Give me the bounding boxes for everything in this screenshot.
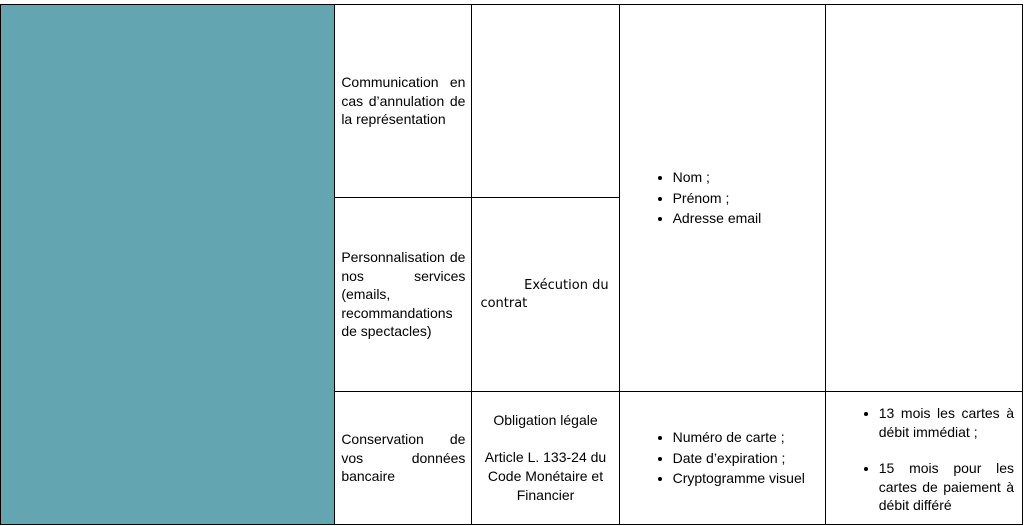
purpose-cell <box>335 198 472 392</box>
table-row <box>1 5 1023 198</box>
list-item: • 13 mois les cartes à débit immédiat ; <box>879 404 1014 441</box>
data-cell <box>619 5 825 392</box>
list-item: • Prénom ; <box>673 188 825 209</box>
data-list <box>620 167 825 229</box>
legal-basis-reference: Article L. 133-24 du Code Monétaire et Financier <box>484 449 607 503</box>
purpose-text: Communication en cas d’annulation de la représentation <box>341 74 466 128</box>
list-item: • Date d’expiration ; <box>673 448 825 469</box>
data-processing-table <box>0 4 1023 524</box>
retention-cell <box>825 392 1022 525</box>
legal-basis-line: Exécution du <box>524 277 609 293</box>
processing-table <box>0 4 1023 525</box>
list-item: • Numéro de carte ; <box>673 427 825 448</box>
retention-list <box>826 404 1022 515</box>
legal-basis-line: contrat <box>480 295 528 311</box>
category-cell <box>1 5 335 525</box>
legal-basis-cell-empty <box>472 5 619 198</box>
retention-cell-empty <box>825 5 1022 392</box>
list-item: • 15 mois pour les cartes de paiement à débit différé <box>879 459 1014 515</box>
purpose-text: Personnalisation de nos services (emails, recommandations de spectacles) <box>341 249 466 340</box>
legal-basis-title: Obligation légale <box>493 412 598 428</box>
list-item: • Cryptogramme visuel <box>673 468 825 489</box>
purpose-cell <box>335 392 472 525</box>
legal-basis-cell <box>472 198 619 392</box>
legal-basis-cell <box>472 392 619 525</box>
purpose-cell <box>335 5 472 198</box>
data-list <box>620 427 825 489</box>
list-item: • Nom ; <box>673 167 825 188</box>
data-cell <box>619 392 825 525</box>
purpose-text: Conservation de vos données bancaire <box>341 431 466 485</box>
list-item: • Adresse email <box>673 208 825 229</box>
